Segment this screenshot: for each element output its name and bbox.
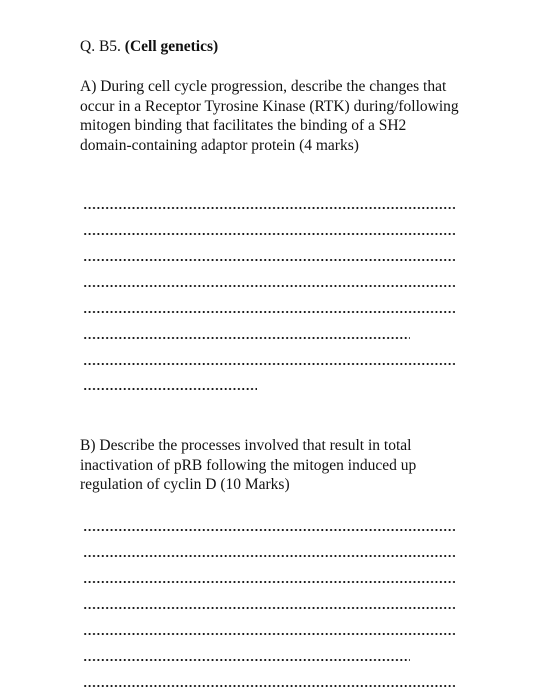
- question-topic: (Cell genetics): [124, 38, 219, 55]
- answer-dotted-line: [83, 335, 410, 341]
- question-number: Q. B5.: [80, 38, 125, 55]
- answer-dotted-line: [83, 283, 455, 289]
- answer-dotted-line: [83, 579, 455, 585]
- part-b-prompt: B) Describe the processes involved that result in total inactivation of pRB following the mitogen induced up regulation of cyclin D (10 Marks): [80, 437, 417, 493]
- answer-dotted-line: [83, 527, 455, 533]
- answer-dotted-line: [83, 553, 455, 559]
- answer-dotted-line: [83, 361, 455, 367]
- answer-dotted-line: [83, 683, 455, 689]
- answer-dotted-line: [83, 605, 455, 611]
- answer-dotted-line: [83, 631, 455, 637]
- answer-dotted-line: [83, 257, 455, 263]
- answer-dotted-line: [83, 231, 455, 237]
- answer-dotted-line: [83, 657, 410, 663]
- answer-dotted-line: [83, 205, 455, 211]
- answer-dotted-line: [83, 309, 455, 315]
- answer-dotted-line: [83, 386, 257, 392]
- part-a-prompt: A) During cell cycle progression, describe the changes that occur in a Receptor Tyrosine Kinase (RTK) during/following mitogen binding that facilitates the binding of a SH2 domain-containing adaptor protein (4 marks): [80, 78, 459, 154]
- question-heading: [80, 37, 218, 57]
